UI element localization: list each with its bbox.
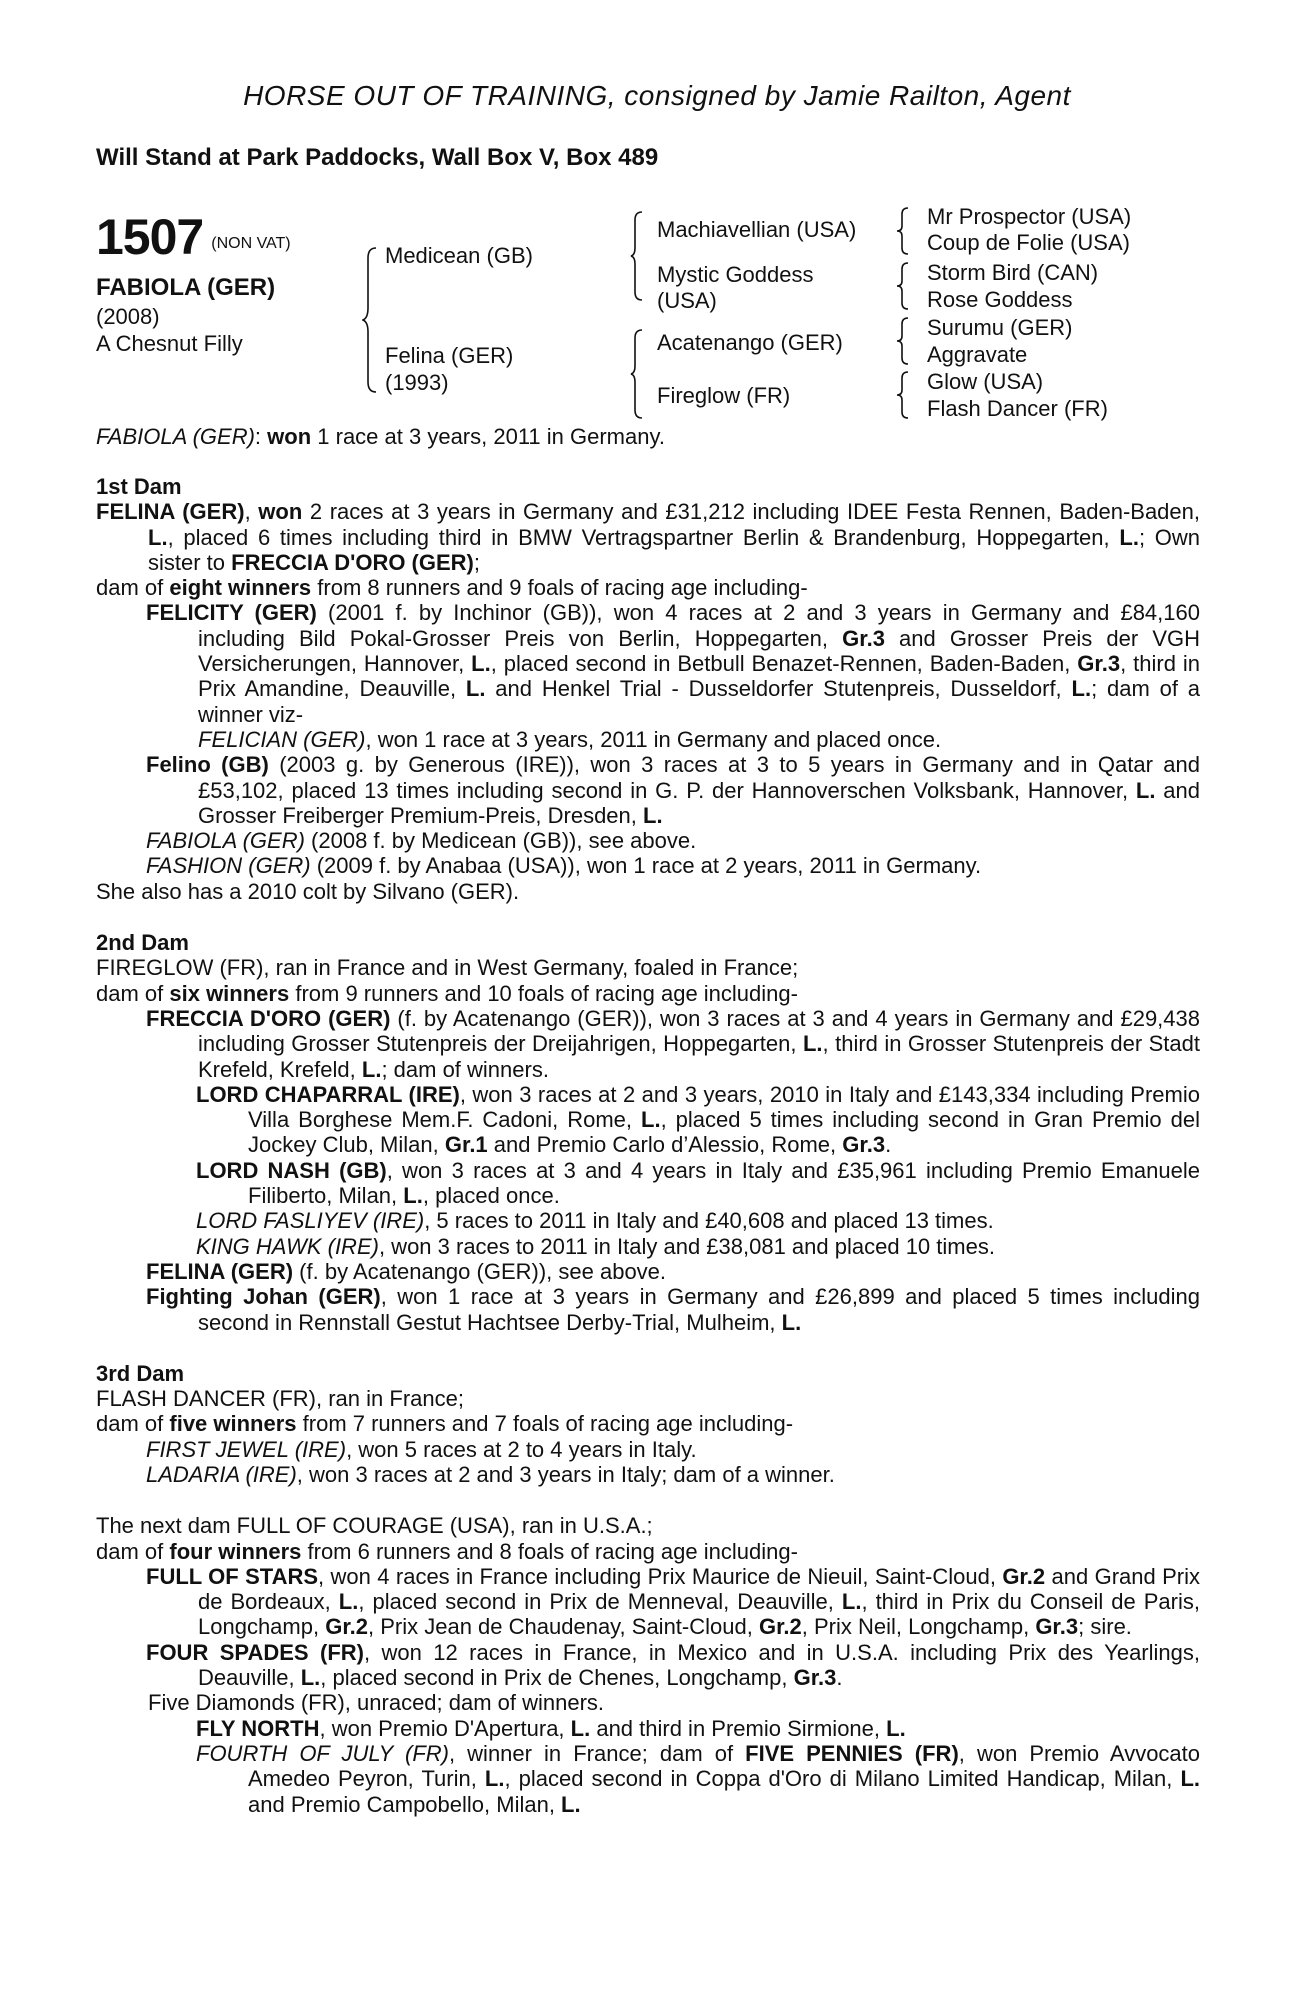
- third-dam-heading: 3rd Dam: [96, 1360, 185, 1386]
- dam-details: [96, 474, 1200, 1817]
- first-dam-produce-summary: dam of eight winners from 8 runners and 9 foals of racing age including-: [96, 575, 808, 601]
- pedigree-brace-ds: [896, 316, 910, 366]
- pedigree-brace-sd: [896, 261, 910, 311]
- produce-four-spades: FOUR SPADES (FR), won 12 races in France, in Mexico and in U.S.A. including Prix des Yearlings, Deauville, L., placed second in Prix de Chenes, Longchamp, Gr.3.: [146, 1639, 1200, 1691]
- produce-lord-chaparral: LORD CHAPARRAL (IRE), won 3 races at 2 and 3 years, 2010 in Italy and £143,334 including Premio Villa Borghese Mem.F. Cadoni, Rome, L., placed 5 times including second in Gran Premio del Jockey Club, Milan, Gr.1 and Premio Carlo d’Alessio, Rome, Gr.3.: [196, 1081, 1200, 1158]
- pedigree-brace-ss: [896, 206, 910, 256]
- second-dam-intro: FIREGLOW (FR), ran in France and in West Germany, foaled in France;: [96, 955, 799, 981]
- horse-name: FABIOLA (GER): [96, 274, 276, 301]
- produce-fly-north: FLY NORTH, won Premio D'Apertura, L. and third in Premio Sirmione, L.: [196, 1715, 906, 1741]
- third-dam-produce-summary: dam of five winners from 7 runners and 7 foals of racing age including-: [96, 1411, 794, 1437]
- produce-colt: She also has a 2010 colt by Silvano (GER).: [96, 878, 520, 904]
- summary-horse-name: FABIOLA (GER): [96, 424, 255, 449]
- pedigree-brace-dam: [630, 328, 644, 420]
- page-title: HORSE OUT OF TRAINING, consigned by Jamie Railton, Agent: [243, 80, 1071, 111]
- horse-year: (2008): [96, 304, 160, 329]
- produce-freccia: FRECCIA D'ORO (GER) (f. by Acatenango (GER)), won 3 races at 3 and 4 years in Germany and £29,438 including Grosser Stutenpreis der Dreijahrigen, Hoppegarten, L., third in Grosser Stutenpreis der Stadt Krefeld, Krefeld, L.; dam of winners.: [146, 1005, 1200, 1082]
- first-dam-entry: FELINA (GER), won 2 races at 3 years in Germany and £31,212 including IDEE Festa Rennen, Baden-Baden, L., placed 6 times including third in BMW Vertragspartner Berlin & Brandenburg, Hoppegarten, L.; Own sister to FRECCIA D'ORO (GER);: [96, 499, 1201, 575]
- pedigree-ss-sire: Mr Prospector (USA): [927, 204, 1132, 229]
- pedigree-sire-sire: Machiavellian (USA): [657, 217, 857, 242]
- pedigree-sire-dam: Mystic Goddess: [657, 262, 814, 287]
- produce-fighting-johan: Fighting Johan (GER), won 1 race at 3 years in Germany and £26,899 and placed 5 times including second in Rennstall Gestut Hachtsee Derby-Trial, Mulheim, L.: [146, 1284, 1200, 1335]
- pedigree-dam: Felina (GER): [385, 343, 514, 368]
- pedigree-brace-sire: [630, 210, 644, 302]
- second-dam-produce-summary: dam of six winners from 9 runners and 10 foals of racing age including-: [96, 980, 798, 1006]
- pedigree-sire: Medicean (GB): [385, 243, 533, 268]
- produce-first-jewel: FIRST JEWEL (IRE), won 5 races at 2 to 4 years in Italy.: [146, 1436, 697, 1462]
- pedigree-brace-first-gen: [362, 246, 378, 394]
- produce-felina: FELINA (GER) (f. by Acatenango (GER)), see above.: [146, 1258, 667, 1284]
- pedigree-dd-dam: Flash Dancer (FR): [927, 396, 1108, 421]
- produce-felino: Felino (GB) (2003 g. by Generous (IRE)), won 3 races at 3 to 5 years in Germany and in Qatar and £53,102, placed 13 times including second in G. P. der Hannoverschen Volksbank, Hannover, L. and Grosser Freiberger Premium-Preis, Dresden, L.: [146, 752, 1201, 828]
- produce-fabiola: FABIOLA (GER) (2008 f. by Medicean (GB)), see above.: [146, 828, 697, 854]
- vat-status: (NON VAT): [211, 235, 291, 252]
- pedigree-dam-year: (1993): [385, 370, 449, 395]
- next-dam-produce-summary: dam of four winners from 6 runners and 8 foals of racing age including-: [96, 1538, 798, 1564]
- horse-description: A Chesnut Filly: [96, 331, 243, 356]
- next-dam-intro: The next dam FULL OF COURAGE (USA), ran in U.S.A.;: [96, 1513, 653, 1539]
- first-dam-heading: 1st Dam: [96, 474, 182, 499]
- produce-lord-nash: LORD NASH (GB), won 3 races at 3 and 4 years in Italy and £35,961 including Premio Emanuele Filiberto, Milan, L., placed once.: [196, 1157, 1200, 1209]
- produce-full-of-stars: FULL OF STARS, won 4 races in France including Prix Maurice de Nieuil, Saint-Cloud, Gr.2 and Grand Prix de Bordeaux, L., placed second in Prix de Menneval, Deauville, L., third in Prix du Conseil de Paris, Longchamp, Gr.2, Prix Jean de Chaudenay, Saint-Cloud, Gr.2, Prix Neil, Longchamp, Gr.3; sire.: [146, 1563, 1200, 1640]
- produce-king-hawk: KING HAWK (IRE), won 3 races to 2011 in Italy and £38,081 and placed 10 times.: [196, 1233, 995, 1259]
- produce-ladaria: LADARIA (IRE), won 3 races at 2 and 3 years in Italy; dam of a winner.: [146, 1461, 835, 1487]
- pedigree-brace-dd: [896, 370, 910, 420]
- produce-lord-fasliyev: LORD FASLIYEV (IRE), 5 races to 2011 in Italy and £40,608 and placed 13 times.: [196, 1208, 994, 1234]
- stand-location: Will Stand at Park Paddocks, Wall Box V, Box 489: [96, 144, 659, 171]
- pedigree-dam-sire: Acatenango (GER): [657, 330, 843, 355]
- lot-number-value: 1507: [96, 209, 204, 265]
- produce-five-diamonds: Five Diamonds (FR), unraced; dam of winners.: [148, 1690, 605, 1716]
- pedigree-ds-sire: Surumu (GER): [927, 315, 1073, 340]
- second-dam-heading: 2nd Dam: [96, 930, 189, 956]
- race-summary: FABIOLA (GER): won 1 race at 3 years, 2011 in Germany.: [96, 424, 665, 449]
- produce-felicity: FELICITY (GER) (2001 f. by Inchinor (GB)), won 4 races at 2 and 3 years in Germany and £84,160 including Bild Pokal-Grosser Preis von Berlin, Hoppegarten, Gr.3 and Grosser Preis der VGH Versicherungen, Hannover, L., placed second in Betbull Benazet-Rennen, Baden-Baden, Gr.3, third in Prix Amandine, Deauville, L. and Henkel Trial - Dusseldorfer Stutenpreis, Dusseldorf, L.; dam of a winner viz- FELICIAN (GER), won 1 race at 3 years, 2011 in Germany and placed once.: [146, 600, 1201, 752]
- pedigree-sd-dam: Rose Goddess: [927, 287, 1073, 312]
- pedigree-dam-dam: Fireglow (FR): [657, 383, 791, 408]
- produce-fourth-of-july: FOURTH OF JULY (FR), winner in France; dam of FIVE PENNIES (FR), won Premio Avvocato Amedeo Peyron, Turin, L., placed second in Coppa d'Oro di Milano Limited Handicap, Milan, L. and Premio Campobello, Milan, L.: [196, 1740, 1201, 1817]
- pedigree-ss-dam: Coup de Folie (USA): [927, 230, 1130, 255]
- pedigree-dd-sire: Glow (USA): [927, 369, 1044, 394]
- lot-number: [96, 208, 291, 266]
- pedigree-sire-dam-country: (USA): [657, 288, 717, 313]
- third-dam-intro: FLASH DANCER (FR), ran in France;: [96, 1386, 464, 1412]
- produce-fashion: FASHION (GER) (2009 f. by Anabaa (USA)), won 1 race at 2 years, 2011 in Germany.: [146, 853, 982, 879]
- pedigree-sd-sire: Storm Bird (CAN): [927, 260, 1099, 285]
- pedigree-ds-dam: Aggravate: [927, 342, 1028, 367]
